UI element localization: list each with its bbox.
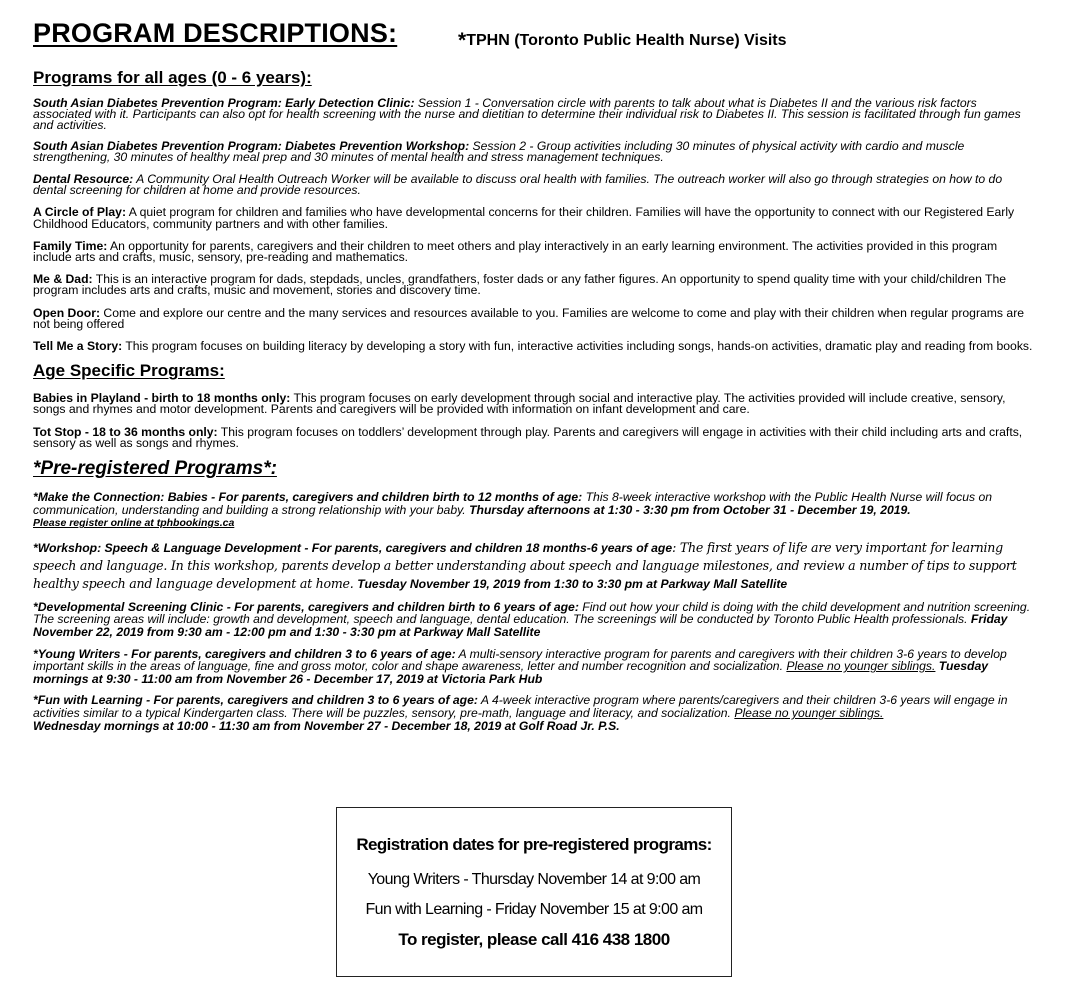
page-title: PROGRAM DESCRIPTIONS: bbox=[33, 18, 398, 48]
program-entry-tot-stop bbox=[33, 424, 1038, 450]
program-entry-speech-language-workshop bbox=[33, 539, 1038, 593]
registration-box bbox=[336, 807, 732, 977]
all-ages-heading: Programs for all ages (0 - 6 years): bbox=[33, 68, 312, 87]
program-description: A quiet program for children and families who have developmental concerns for their children. Families will have the opportunity to connect with our Registered Early Childhood Educators, community partners and with other families. bbox=[33, 205, 1015, 231]
program-label: Babies in Playland - birth to 18 months only: bbox=[33, 391, 291, 406]
program-entry-babies-in-playland bbox=[33, 393, 1038, 415]
age-specific-heading: Age Specific Programs: bbox=[33, 361, 225, 381]
program-description: A multi-sensory interactive program for parents and caregivers with their children 3-6 years to develop important skills in the areas of language, fine and gross motor, color and shape awareness, letter and number recognition and socialization. bbox=[33, 646, 1007, 674]
program-entry-fun-with-learning bbox=[33, 694, 1038, 732]
pre-registered-heading: *Pre-registered Programs*: bbox=[33, 458, 277, 480]
program-description: A Community Oral Health Outreach Worker will be available to discuss oral health with families. The outreach worker will also go through strategies on how to do dental screening for children at home and provide resources. bbox=[33, 172, 1003, 198]
program-entry-open-door bbox=[33, 305, 1038, 331]
program-schedule: Tuesday mornings at 9:30 - 11:00 am from November 26 - December 17, 2019 at Victoria Park Hub bbox=[33, 659, 989, 686]
program-description: This is an interactive program for dads, stepdads, uncles, grandfathers, foster dads or any father figures. An opportunity to spend quality time with your child/children The program includes arts and crafts, music and movement, stories and discovery time. bbox=[33, 272, 1007, 298]
program-label: Dental Resource: bbox=[33, 172, 134, 187]
register-online-link[interactable]: Please register online at tphbookings.ca bbox=[33, 517, 235, 530]
tphn-note-text: TPHN (Toronto Public Health Nurse) Visits bbox=[466, 32, 787, 49]
program-label: Tell Me a Story: bbox=[33, 339, 123, 354]
program-description: A 4-week interactive program where parents/caregivers and their children 3-6 years will engage in activities similar to a typical Kindergarten class. There will be puzzles, sensory, pre-math, language and literacy, and socialization. bbox=[33, 693, 1008, 720]
program-schedule: Friday November 22, 2019 from 9:30 am - 12:00 pm and 1:30 - 3:30 pm at Parkway Mall Satellite bbox=[33, 612, 1008, 640]
program-entry-early-detection-clinic bbox=[33, 98, 1038, 132]
program-description: This program focuses on early development through social and interactive play. The activities provided will include creative, sensory, songs and rhymes and motor development. Parents and caregivers will be provided with information on infant development and care. bbox=[33, 391, 1006, 417]
program-entry-dental-resource bbox=[33, 174, 1038, 196]
program-label: Open Door: bbox=[33, 305, 101, 320]
program-entry-family-time bbox=[33, 238, 1038, 265]
program-label: Tot Stop - 18 to 36 months only: bbox=[33, 424, 218, 439]
registration-title: Registration dates for pre-registered programs: bbox=[356, 835, 712, 854]
program-label: *Young Writers - For parents, caregivers and children 3 to 6 years of age: bbox=[33, 646, 456, 661]
page-header bbox=[33, 18, 1038, 56]
program-description: : The first years of life are very important for learning speech and language. In this workshop, parents develop a better understanding about speech and language milestones, and review a number of tips to support healthy speech and language development at home. bbox=[33, 539, 1017, 591]
program-label: *Fun with Learning - For parents, caregivers and children 3 to 6 years of age: bbox=[33, 693, 478, 708]
program-label: Me & Dad: bbox=[33, 272, 93, 287]
pre-registered-programs bbox=[33, 491, 1038, 732]
program-entry-tell-me-a-story bbox=[33, 341, 1038, 352]
tphn-note bbox=[458, 27, 787, 51]
program-label: *Developmental Screening Clinic - For parents, caregivers and children birth to 6 years of age: bbox=[33, 599, 579, 614]
tphn-star: * bbox=[458, 29, 467, 52]
registration-phone: To register, please call 416 438 1800 bbox=[398, 930, 670, 949]
registration-date-young-writers: Young Writers - Thursday November 14 at 9:00 am bbox=[367, 871, 701, 888]
program-schedule: Tuesday November 19, 2019 from 1:30 to 3:30 pm at Parkway Mall Satellite bbox=[357, 576, 788, 591]
program-entry-developmental-screening bbox=[33, 601, 1038, 639]
all-ages-programs bbox=[33, 98, 1038, 352]
program-label: *Make the Connection: Babies - For parents, caregivers and children birth to 12 months of age: bbox=[33, 490, 583, 505]
siblings-note: Please no younger siblings. bbox=[734, 706, 884, 720]
program-entry-me-and-dad bbox=[33, 274, 1038, 296]
program-entry-make-the-connection bbox=[33, 491, 1038, 530]
program-description: An opportunity for parents, caregivers and their children to meet others and play interactively in an early learning environment. The activities provided in this program include arts and crafts, music, sensory, pre-reading and mathematics. bbox=[33, 238, 998, 265]
program-description: Come and explore our centre and the many services and resources available to you. Families are welcome to come and play with their children when regular programs are not being offered bbox=[33, 305, 1025, 331]
program-schedule: Wednesday mornings at 10:00 - 11:30 am from November 27 - December 18, 2019 at Golf Road Jr. P.S. bbox=[33, 718, 620, 733]
program-description: This program focuses on building literacy by developing a story with fun, interactive activities including songs, hands-on activities, dramatic play and reading from books. bbox=[122, 339, 1033, 354]
program-schedule: Thursday afternoons at 1:30 - 3:30 pm from October 31 - December 19, 2019. bbox=[469, 502, 911, 517]
registration-date-fun-with-learning: Fun with Learning - Friday November 15 at 9:00 am bbox=[365, 901, 703, 918]
program-label: A Circle of Play: bbox=[33, 205, 127, 220]
program-entry-circle-of-play bbox=[33, 207, 1038, 229]
flyer-page bbox=[33, 18, 1038, 741]
program-entry-young-writers bbox=[33, 648, 1038, 686]
program-label: South Asian Diabetes Prevention Program: Early Detection Clinic: bbox=[33, 96, 415, 110]
program-description: Session 2 - Group activities including 30 minutes of physical activity with cardio and muscle strengthening, 30 minutes of healthy meal prep and 30 minutes of mental health and stress management techniques. bbox=[33, 138, 965, 164]
age-specific-programs bbox=[33, 393, 1038, 449]
program-description: Session 1 - Conversation circle with parents to talk about what is Diabetes II and the various risk factors associated with it. Participants can also opt for health screening with the nurse and dietitian to determine their individual risk to Diabetes II. This session is facilitated through fun games and activities. bbox=[33, 96, 1021, 133]
program-description: Find out how your child is doing with the child development and nutrition screening. The screening areas will include: growth and development, speech and language, dental education. The screenings will be conducted by Toronto Public Health professionals. bbox=[33, 599, 1031, 627]
program-description: This 8-week interactive workshop with the Public Health Nurse will focus on communication, understanding and building a strong relationship with your baby. bbox=[33, 490, 993, 517]
siblings-note: Please no younger siblings. bbox=[786, 659, 936, 674]
program-description: This program focuses on toddlers’ development through play. Parents and caregivers will engage in activities with their child including arts and crafts, sensory as well as songs and rhymes. bbox=[33, 424, 1023, 450]
program-label: South Asian Diabetes Prevention Program: Diabetes Prevention Workshop: bbox=[33, 138, 470, 153]
program-label: *Workshop: Speech & Language Development - For parents, caregivers and children 18 months-6 years of age bbox=[33, 540, 673, 555]
program-entry-diabetes-prevention-workshop bbox=[33, 138, 1038, 164]
program-label: Family Time: bbox=[33, 238, 108, 253]
